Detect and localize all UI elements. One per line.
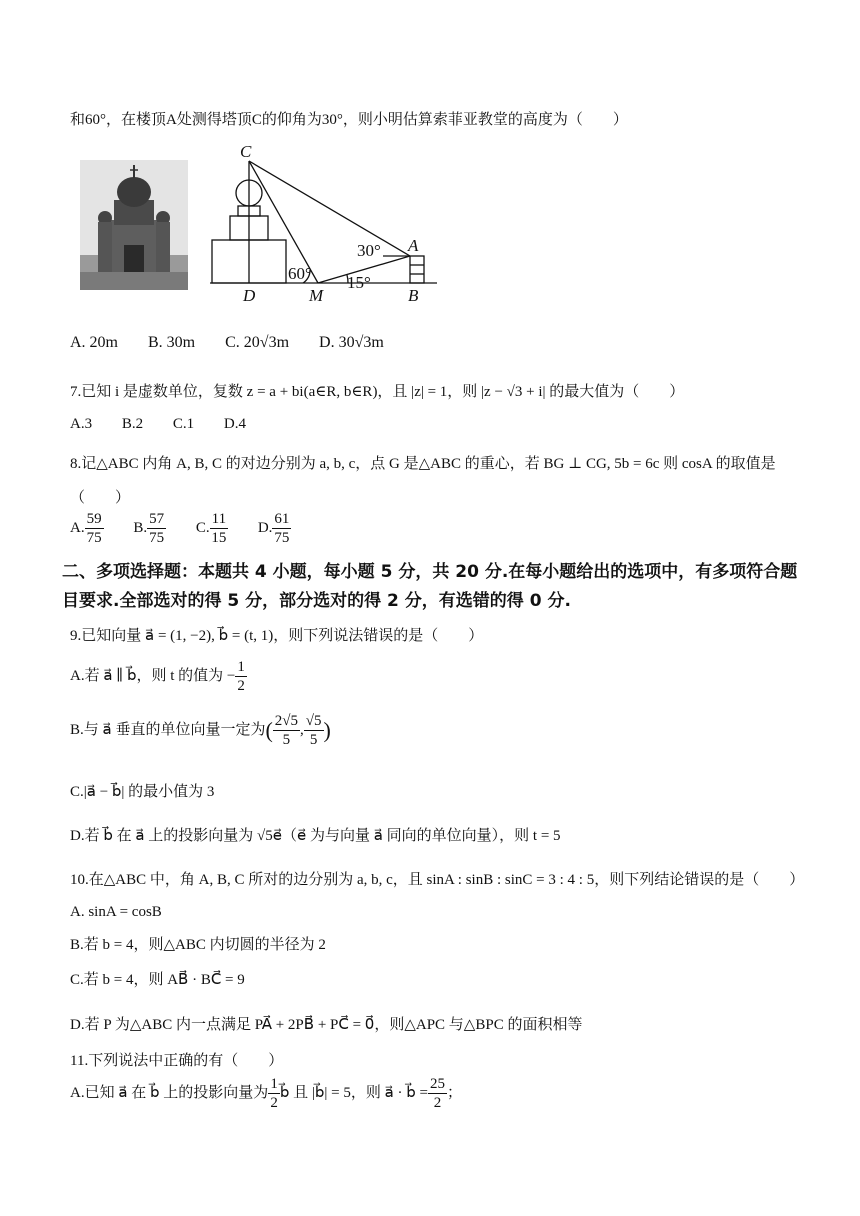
q6-options <box>70 334 410 352</box>
angle-60: 60° <box>288 264 312 283</box>
q9-option-a[interactable]: A.若 a⃗ ∥ b⃗，则 t 的值为 − $\frac{1}{2}$ <box>70 659 245 694</box>
q7-option-d[interactable]: D.4 <box>223 416 246 432</box>
q8-option-d[interactable]: D. $\frac{61}{75}$ <box>257 511 290 546</box>
q7-options <box>70 416 272 433</box>
label-C: C <box>240 143 252 161</box>
q7-stem: 7.已知 i 是虚数单位，复数 z = a + bi(a∈R, b∈R)，且 |z| = 1，则 |z − √3 + i| 的最大值为（ ） <box>70 384 685 400</box>
q6-option-a[interactable]: A. 20m <box>70 334 118 351</box>
q11-stem: 11.下列说法中正确的有（ ） <box>70 1053 284 1069</box>
q6-stem-tail: 和60°，在楼顶A处测得塔顶C的仰角为30°，则小明估算索菲亚教堂的高度为（ ） <box>70 112 628 128</box>
q6-option-c[interactable]: C. 20√3m <box>225 334 290 351</box>
label-M: M <box>309 286 324 305</box>
cathedral-photo <box>80 160 188 290</box>
q10-option-b[interactable]: B.若 b = 4，则△ABC 内切圆的半径为 2 <box>70 937 326 953</box>
q9-option-b[interactable]: B.与 a⃗ 垂直的单位向量一定为( $\frac{2√5}{5}$ , $\frac{√5}{5}$ ) <box>70 713 331 748</box>
q8-options <box>70 510 317 547</box>
q8-stem: 8.记△ABC 内角 A, B, C 的对边分别为 a, b, c，点 G 是△ABC 的重心，若 BG ⊥ CG, 5b = 6c 则 cosA 的取值是 <box>70 456 776 472</box>
q10-stem: 10.在△ABC 中，角 A, B, C 所对的边分别为 a, b, c，且 sinA : sinB : sinC = 3 : 4 : 5，则下列结论错误的是（ ） <box>70 872 805 888</box>
q7-option-a[interactable]: A.3 <box>70 416 93 432</box>
q8-option-a[interactable]: A. $\frac{59}{75}$ <box>70 511 102 546</box>
q10-option-c[interactable]: C.若 b = 4，则 AB⃗ · BC⃗ = 9 <box>70 972 245 988</box>
q8-paren: （ ） <box>70 490 131 506</box>
angle-15: 15° <box>347 273 371 292</box>
section-heading-line2: 目要求.全部选对的得 5 分，部分选对的得 2 分，有选错的得 0 分. <box>62 591 571 611</box>
section-heading-line1: 二、多项选择题：本题共 4 小题，每小题 5 分，共 20 分.在每小题给出的选项中，有多项符合题 <box>62 562 798 582</box>
q10-option-a[interactable]: A. sinA = cosB <box>70 904 162 920</box>
q9-option-d[interactable]: D.若 b⃗ 在 a⃗ 上的投影向量为 √5e⃗（e⃗ 为与向量 a⃗ 同向的单位向量），则 t = 5 <box>70 828 561 844</box>
q7-option-b[interactable]: B.2 <box>121 416 144 432</box>
label-A: A <box>408 236 419 255</box>
q7-option-c[interactable]: C.1 <box>172 416 195 432</box>
q8-option-b[interactable]: B. $\frac{57}{75}$ <box>133 511 165 546</box>
q11-option-a[interactable]: A.已知 a⃗ 在 b⃗ 上的投影向量为 $\frac{1}{2}$ b⃗ 且 |b⃗| = 5，则 a⃗ · b⃗ = $\frac{25}{2}$ ； <box>70 1076 463 1111</box>
q9-option-c[interactable]: C.|a⃗ − b⃗| 的最小值为 3 <box>70 784 215 800</box>
angle-30: 30° <box>357 241 381 260</box>
q9-stem: 9.已知向量 a⃗ = (1, −2), b⃗ = (t, 1)，则下列说法错误的是（ ） <box>70 628 484 644</box>
label-D: D <box>243 286 256 305</box>
q10-option-d[interactable]: D.若 P 为△ABC 内一点满足 PA⃗ + 2PB⃗ + PC⃗ = 0⃗，则△APC 与△BPC 的面积相等 <box>70 1017 583 1033</box>
geometry-figure <box>205 143 445 305</box>
q6-option-b[interactable]: B. 30m <box>148 334 196 351</box>
q6-option-d[interactable]: D. 30√3m <box>319 334 384 351</box>
label-B: B <box>408 286 419 305</box>
q8-option-c[interactable]: C. $\frac{11}{15}$ <box>195 511 227 546</box>
